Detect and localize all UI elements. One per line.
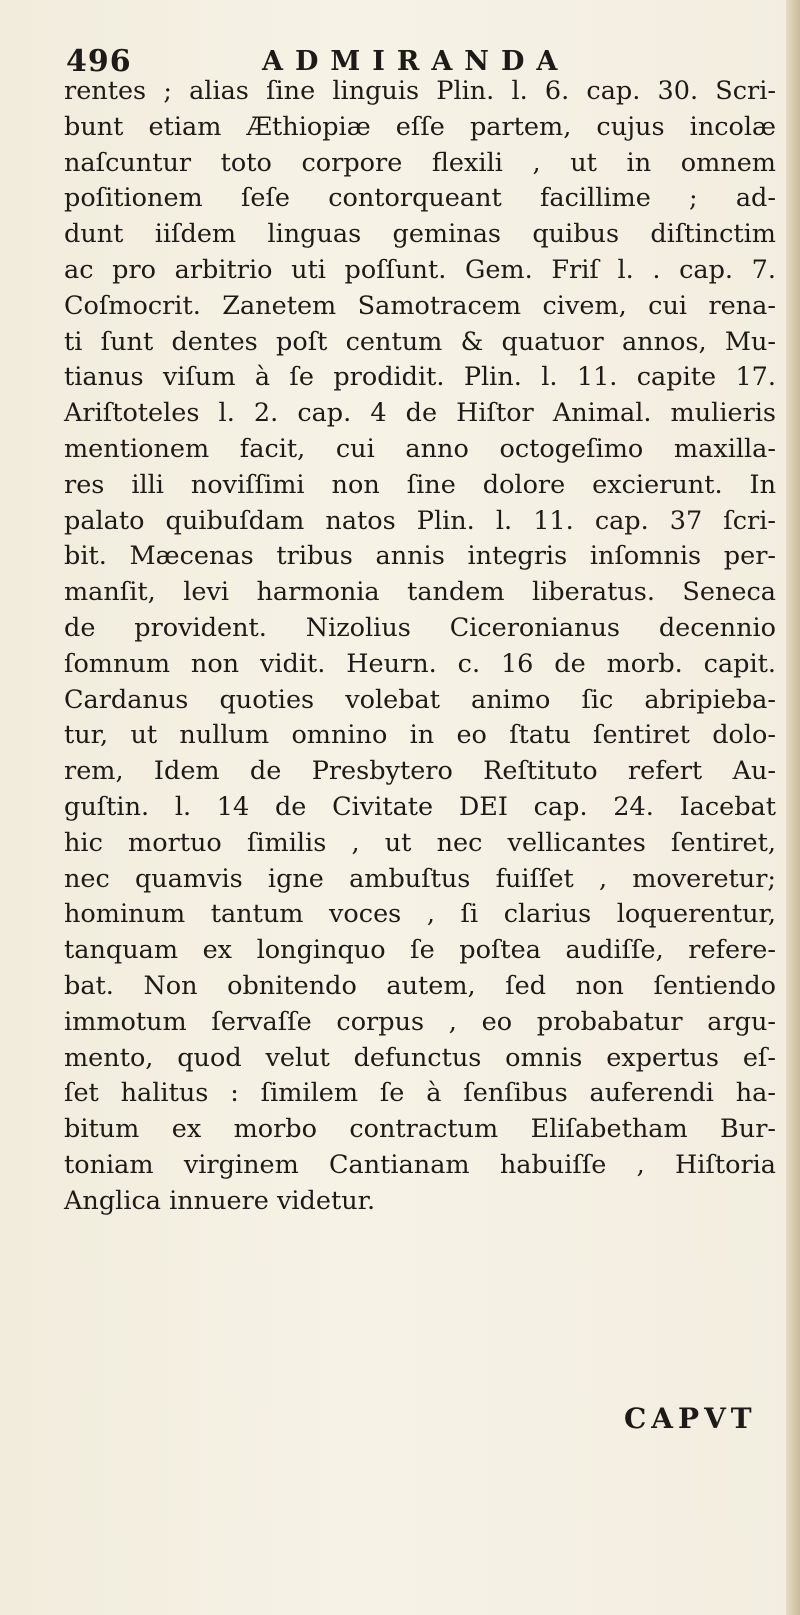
text-line: Coſmocrit. Zanetem Samotracem civem, cui rena- bbox=[64, 290, 776, 321]
text-line: Anglica innuere videtur. bbox=[64, 1185, 376, 1216]
text-line: Cardanus quoties volebat animo ſic abripieba- bbox=[64, 684, 776, 715]
text-line: rem, Idem de Presbytero Reſtituto refert Au- bbox=[64, 756, 776, 787]
text-line: palato quibuſdam natos Plin. l. 11. cap. 37 ſcri- bbox=[64, 505, 776, 536]
text-line: rentes ; alias ſine linguis Plin. l. 6. cap. 30. Scri- bbox=[64, 76, 776, 106]
text-line: de provident. Nizolius Ciceronianus decennio bbox=[64, 612, 776, 643]
running-head: ADMIRANDA bbox=[262, 46, 570, 77]
text-line: tur, ut nullum omnino in eo ſtatu ſentiret dolo- bbox=[64, 720, 776, 751]
text-line: poſitionem ſeſe contorqueant facillime ; ad- bbox=[64, 183, 776, 214]
text-line: ac pro arbitrio uti poſſunt. Gem. Friſ l. . cap. 7. bbox=[64, 254, 776, 285]
text-line: naſcuntur toto corpore flexili , ut in omnem bbox=[64, 147, 776, 178]
text-line: mentionem facit, cui anno octogeſimo maxilla- bbox=[64, 433, 776, 464]
text-line: guſtin. l. 14 de Civitate DEI cap. 24. Iacebat bbox=[64, 791, 776, 822]
text-line: Ariſtoteles l. 2. cap. 4 de Hiſtor Animal. mulieris bbox=[64, 398, 776, 429]
page-edge bbox=[786, 0, 800, 1615]
page-number: 496 bbox=[66, 44, 132, 79]
text-line: ſomnum non vidit. Heurn. c. 16 de morb. capit. bbox=[64, 648, 776, 679]
text-line: mento, quod velut defunctus omnis expertus eſ- bbox=[64, 1042, 776, 1073]
text-line: ſet halitus : ſimilem ſe à ſenſibus auferendi ha- bbox=[64, 1078, 776, 1109]
text-line: dunt iiſdem linguas geminas quibus diſtinctim bbox=[64, 219, 776, 250]
text-line: res illi noviſſimi non ſine dolore excierunt. In bbox=[64, 469, 776, 500]
body-text bbox=[64, 74, 776, 1220]
text-line: bitum ex morbo contractum Eliſabetham Bur- bbox=[64, 1114, 776, 1145]
catchword: CAPVT bbox=[624, 1402, 757, 1435]
text-line: bunt etiam Æthiopiæ eſſe partem, cujus incolæ bbox=[64, 111, 776, 142]
text-line: manſit, levi harmonia tandem liberatus. Seneca bbox=[64, 577, 776, 608]
text-line: ti ſunt dentes poſt centum & quatuor annos, Mu- bbox=[64, 326, 776, 357]
text-line: toniam virginem Cantianam habuiſſe , Hiſtoria bbox=[64, 1149, 776, 1180]
text-line: immotum ſervaſſe corpus , eo probabatur argu- bbox=[64, 1006, 776, 1037]
text-line: nec quamvis igne ambuſtus fuiſſet , moveretur; bbox=[64, 863, 776, 894]
text-line: hominum tantum voces , ſi clarius loquerentur, bbox=[64, 899, 776, 930]
text-line: bat. Non obnitendo autem, ſed non ſentiendo bbox=[64, 970, 776, 1001]
text-line: tianus viſum à ſe prodidit. Plin. l. 11. capite 17. bbox=[64, 362, 776, 393]
text-line: tanquam ex longinquo ſe poſtea audiſſe, refere- bbox=[64, 935, 776, 966]
text-line: bit. Mæcenas tribus annis integris inſomnis per- bbox=[64, 541, 776, 572]
text-line: hic mortuo ſimilis , ut nec vellicantes ſentiret, bbox=[64, 827, 776, 858]
